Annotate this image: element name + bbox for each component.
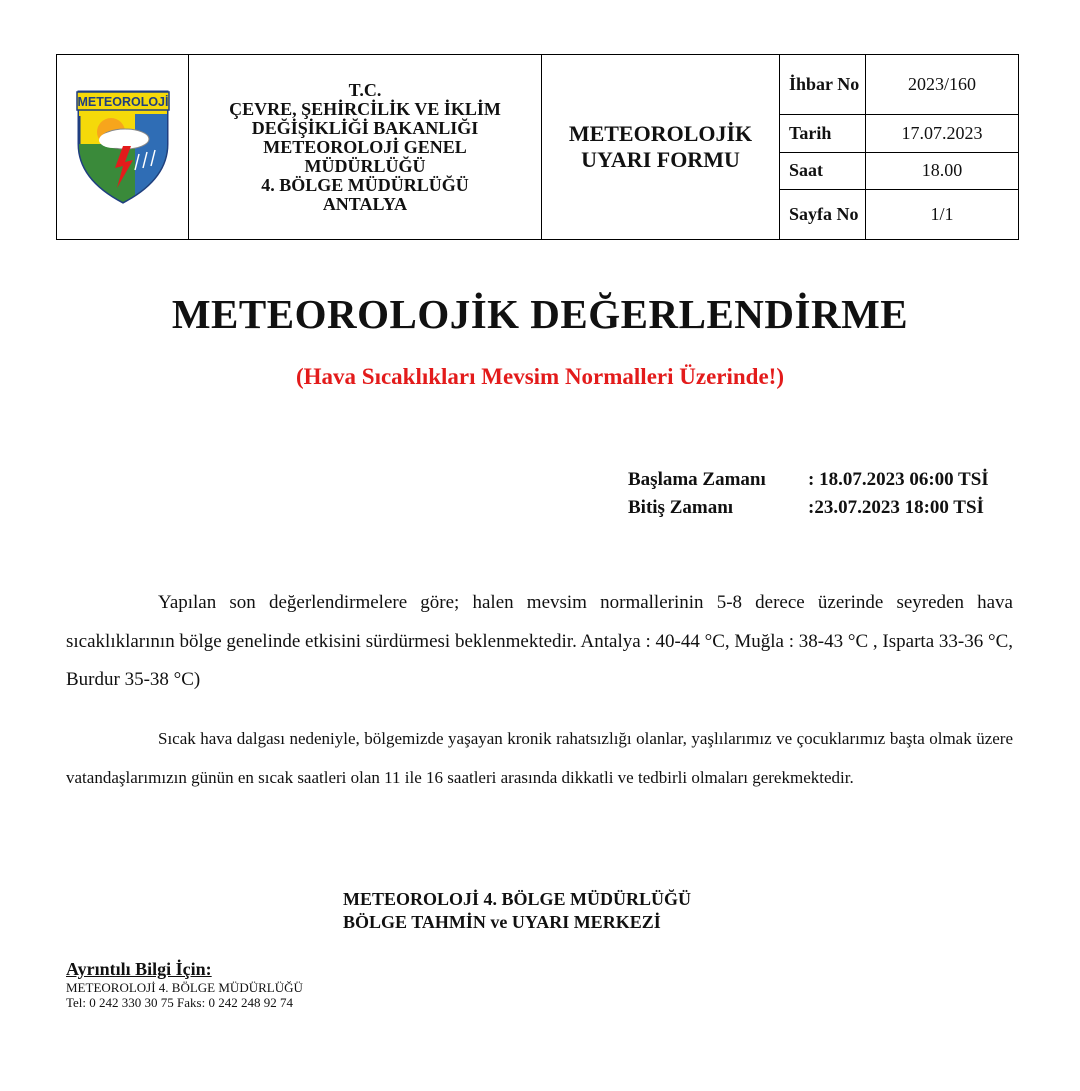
ministry-line-6: 4. BÖLGE MÜDÜRLÜĞÜ <box>261 174 469 195</box>
logo-text: METEOROLOJİ <box>77 94 168 109</box>
ministry-line-2: ÇEVRE, ŞEHİRCİLİK VE İKLİM <box>229 98 501 119</box>
start-time-label: Başlama Zamanı <box>628 469 766 490</box>
contact-phone: Tel: 0 242 330 30 75 Faks: 0 242 248 92 74 <box>66 995 293 1010</box>
signature-block <box>343 888 691 934</box>
meta-label-sayfa-no: Sayfa No <box>780 189 866 239</box>
signature-line-2: BÖLGE TAHMİN ve UYARI MERKEZİ <box>343 912 661 932</box>
meta-value-ihbar-no: 2023/160 <box>866 55 1019 115</box>
start-time-row <box>628 466 989 494</box>
start-time-value: : 18.07.2023 06:00 TSİ <box>808 469 989 490</box>
ministry-line-4: METEOROLOJİ GENEL <box>263 136 467 157</box>
warning-subtitle: (Hava Sıcaklıkları Mevsim Normalleri Üzerinde!) <box>295 364 784 389</box>
page-title: METEOROLOJİK DEĞERLENDİRME <box>171 291 909 337</box>
logo-cell <box>57 55 189 240</box>
meteoroloji-logo <box>73 84 173 206</box>
contact-heading: Ayrıntılı Bilgi İçin: <box>66 959 212 979</box>
ministry-cell <box>189 55 542 240</box>
assessment-paragraph: Yapılan son değerlendirmelere göre; halen mevsim normallerinin 5-8 derece üzerinde seyreden hava sıcaklıklarının bölge genelinde etkisini sürdürmesi beklenmektedir. Antalya : 40-44 °C, Muğla : 38-43 °C , Isparta 33-36 °C, Burdur 35-38 °C) <box>66 592 1013 690</box>
meta-value-tarih: 17.07.2023 <box>866 115 1019 152</box>
ministry-line-7: ANTALYA <box>322 193 408 214</box>
header-table <box>56 54 1019 240</box>
validity-times <box>628 466 989 522</box>
end-time-value: :23.07.2023 18:00 TSİ <box>808 497 984 518</box>
signature-line-1: METEOROLOJİ 4. BÖLGE MÜDÜRLÜĞÜ <box>343 889 692 909</box>
end-time-row <box>628 494 989 522</box>
form-title-cell <box>542 55 780 240</box>
meta-label-saat: Saat <box>780 152 866 189</box>
end-time-label: Bitiş Zamanı <box>628 497 734 518</box>
form-title-line-2: UYARI FORMU <box>581 147 740 172</box>
ministry-line-3: DEĞİŞİKLİĞİ BAKANLIĞI <box>251 117 479 138</box>
meta-value-saat: 18.00 <box>866 152 1019 189</box>
form-title-line-1: METEOROLOJİK <box>568 121 753 146</box>
meta-value-sayfa-no: 1/1 <box>866 189 1019 239</box>
advice-paragraph: Sıcak hava dalgası nedeniyle, bölgemizde yaşayan kronik rahatsızlığı olanlar, yaşlılarımız ve çocuklarımız başta olmak üzere vatandaşlarımızın günün en sıcak saatleri olan 11 ile 16 saatleri arasında dikkatli ve tedbirli olmaları gerekmektedir. <box>66 729 1013 787</box>
ministry-line-5: MÜDÜRLÜĞÜ <box>304 155 426 176</box>
meta-label-tarih: Tarih <box>780 115 866 152</box>
contact-block <box>66 958 303 1010</box>
meta-label-ihbar-no: İhbar No <box>780 55 866 115</box>
contact-org: METEOROLOJİ 4. BÖLGE MÜDÜRLÜĞÜ <box>66 980 303 995</box>
ministry-line-1: T.C. <box>348 79 382 100</box>
